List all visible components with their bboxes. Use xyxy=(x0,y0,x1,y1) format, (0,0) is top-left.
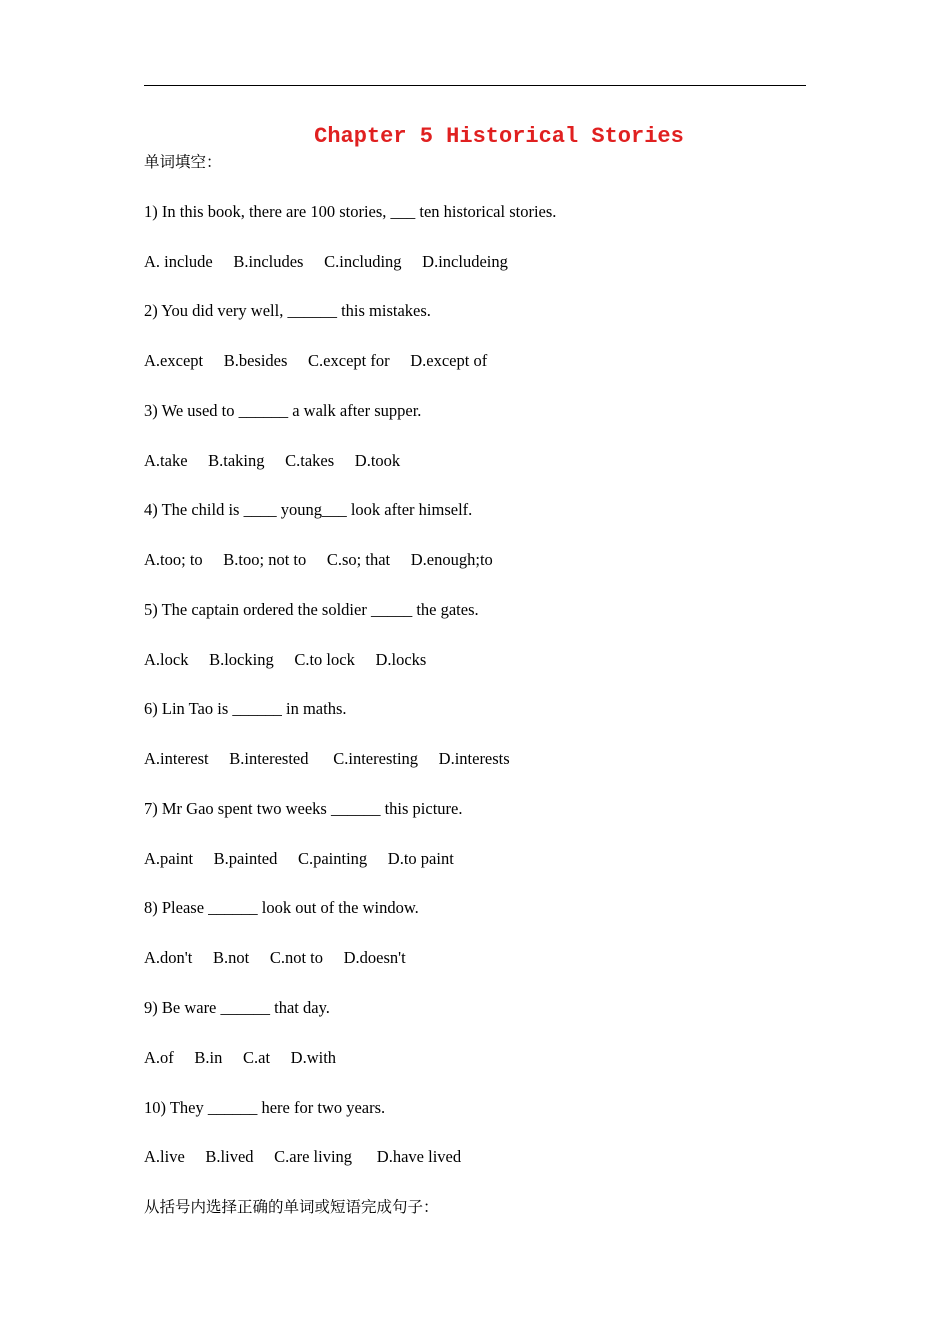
section-heading-choose: 从括号内选择正确的单词或短语完成句子： xyxy=(144,1198,439,1216)
question-2: 2) You did very well, ______ this mistakes. xyxy=(144,301,431,320)
question-3: 3) We used to ______ a walk after supper. xyxy=(144,401,422,420)
question-5: 5) The captain ordered the soldier _____ the gates. xyxy=(144,600,479,619)
question-9: 9) Be ware ______ that day. xyxy=(144,998,330,1017)
options-5: A.lock B.locking C.to lock D.locks xyxy=(144,650,427,669)
options-8: A.don't B.not C.not to D.doesn't xyxy=(144,948,406,967)
question-7: 7) Mr Gao spent two weeks ______ this picture. xyxy=(144,799,463,818)
question-1: 1) In this book, there are 100 stories, ___ ten historical stories. xyxy=(144,202,557,221)
section-heading-fill-in: 单词填空： xyxy=(144,153,222,171)
options-3: A.take B.taking C.takes D.took xyxy=(144,451,401,470)
options-7: A.paint B.painted C.painting D.to paint xyxy=(144,849,454,868)
options-10: A.live B.lived C.are living D.have lived xyxy=(144,1147,462,1166)
options-2: A.except B.besides C.except for D.except of xyxy=(144,351,488,370)
question-4: 4) The child is ____ young___ look after himself. xyxy=(144,500,473,519)
question-10: 10) They ______ here for two years. xyxy=(144,1098,386,1117)
page-title: Chapter 5 Historical Stories xyxy=(314,124,684,149)
question-6: 6) Lin Tao is ______ in maths. xyxy=(144,699,347,718)
options-4: A.too; to B.too; not to C.so; that D.enough;to xyxy=(144,550,493,569)
options-6: A.interest B.interested C.interesting D.interests xyxy=(144,749,510,768)
header-rule xyxy=(144,85,806,86)
options-1: A. include B.includes C.including D.includeing xyxy=(144,252,508,271)
question-8: 8) Please ______ look out of the window. xyxy=(144,898,419,917)
options-9: A.of B.in C.at D.with xyxy=(144,1048,337,1067)
